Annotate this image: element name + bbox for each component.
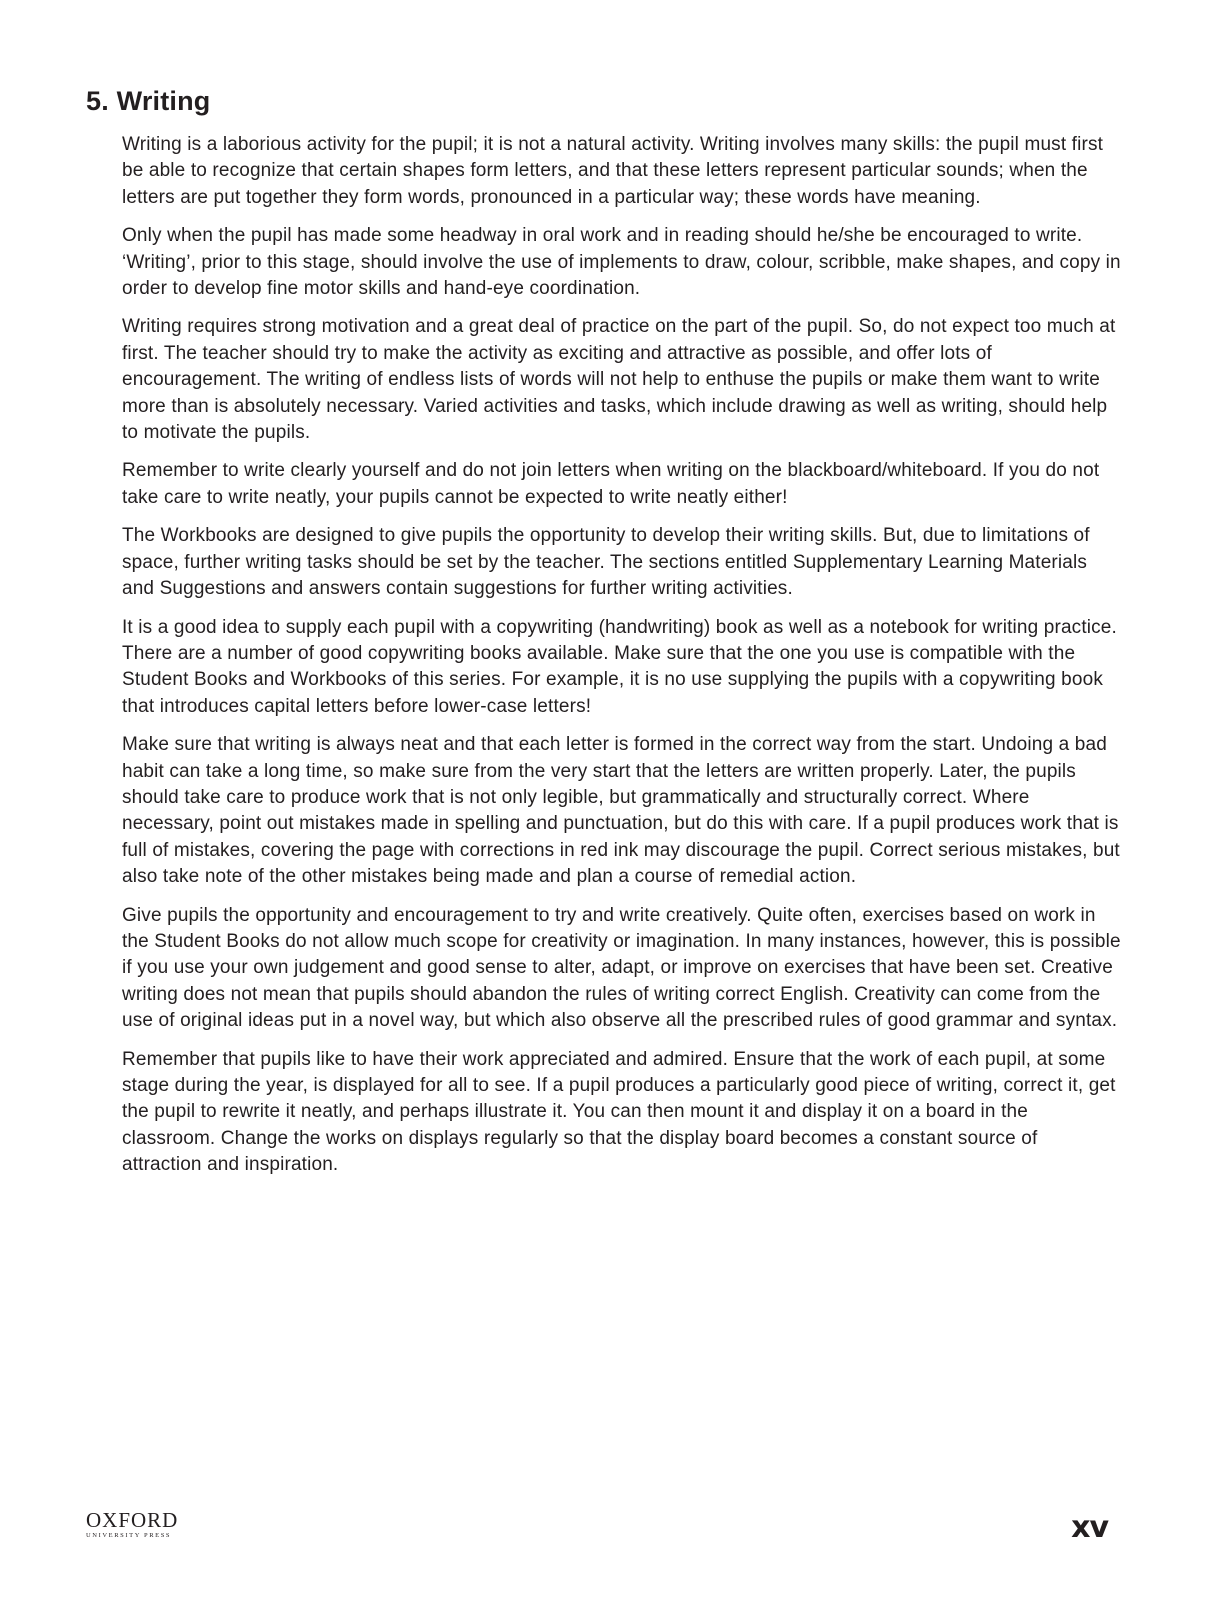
paragraph: Make sure that writing is always neat and that each letter is formed in the correct way from the start. Undoing a bad habit can take a long time, so make sure from the very start that the letters are written properly. Later, the pupils should take care to produce work that is not only legible, but grammatically and structurally correct. Where necessary, point out mistakes made in spelling and punctuation, but do this with care. If a pupil produces work that is full of mistakes, covering the page with corrections in red ink may discourage the pupil. Correct serious mistakes, but also take note of the other mistakes being made and plan a course of remedial action. <box>122 734 1120 888</box>
paragraph: Writing is a laborious activity for the pupil; it is not a natural activity. Writing involves many skills: the pupil must first be able to recognize that certain shapes form letters, and that these letters represent particular sounds; when the letters are put together they form words, pronounced in a particular way; these words have meaning. <box>122 134 1104 208</box>
publisher-subtitle: UNIVERSITY PRESS <box>86 1532 172 1539</box>
publisher-name: OXFORD <box>86 1508 179 1532</box>
paragraph: Remember to write clearly yourself and do not join letters when writing on the blackboard/whiteboard. If you do not take care to write neatly, your pupils cannot be expected to write neatly either! <box>122 460 1100 508</box>
section-body <box>122 132 1122 1191</box>
page-number: xv <box>1071 1510 1108 1545</box>
paragraph: It is a good idea to supply each pupil with a copywriting (handwriting) book as well as a notebook for writing practice. There are a number of good copywriting books available. Make sure that the one you use is compatible with the Student Books and Workbooks of this series. For example, it is no use supplying the pupils with a copywriting book that introduces capital letters before lower-case letters! <box>122 616 1117 717</box>
paragraph: Remember that pupils like to have their work appreciated and admired. Ensure that the work of each pupil, at some stage during the year, is displayed for all to see. If a pupil produces a particularly good piece of writing, correct it, get the pupil to rewrite it neatly, and perhaps illustrate it. You can then mount it and display it on a board in the classroom. Change the works on displays regularly so that the display board becomes a constant source of attraction and inspiration. <box>122 1048 1116 1176</box>
paragraph: Give pupils the opportunity and encouragement to try and write creatively. Quite often, exercises based on work in the Student Books do not allow much scope for creativity or imagination. In many instances, however, this is possible if you use your own judgement and good sense to alter, adapt, or improve on exercises that have been set. Creative writing does not mean that pupils should abandon the rules of writing correct English. Creativity can come from the use of original ideas put in a novel way, but which also observe all the prescribed rules of good grammar and syntax. <box>122 904 1121 1032</box>
publisher-logo <box>86 1509 182 1540</box>
paragraph: Writing requires strong motivation and a great deal of practice on the part of the pupil. So, do not expect too much at first. The teacher should try to make the activity as exciting and attractive as possible, and offer lots of encouragement. The writing of endless lists of words will not help to enthuse the pupils or make them want to write more than is absolutely necessary. Varied activities and tasks, which include drawing as well as writing, should help to motivate the pupils. <box>122 316 1116 444</box>
paragraph: Only when the pupil has made some headway in oral work and in reading should he/she be encouraged to write. ‘Writing’, prior to this stage, should involve the use of implements to draw, colour, scribble, make shapes, and copy in order to develop fine motor skills and hand-eye coordination. <box>122 225 1121 300</box>
paragraph: The Workbooks are designed to give pupils the opportunity to develop their writing skills. But, due to limitations of space, further writing tasks should be set by the teacher. The sections entitled Supplementary Learning Materials and Suggestions and answers contain suggestions for further writing activities. <box>122 525 1090 600</box>
page-title: 5. Writing <box>86 86 211 116</box>
